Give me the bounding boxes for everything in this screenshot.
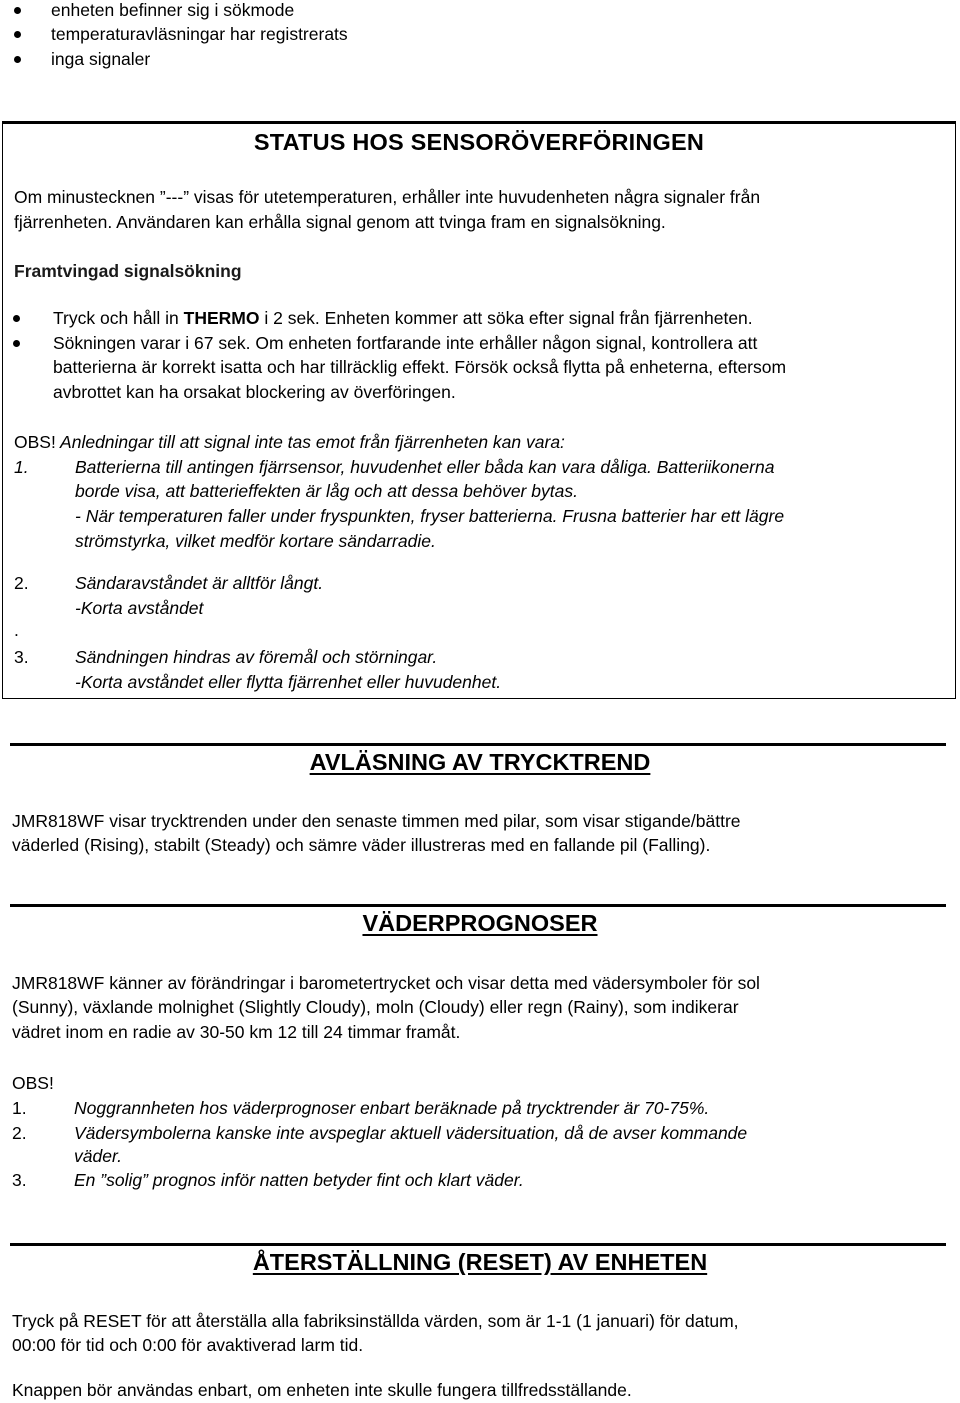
paragraph-line: JMR818WF visar trycktrenden under den senaste timmen med pilar, som visar stigande/bättre	[12, 811, 741, 831]
list-item	[13, 306, 786, 331]
section-divider	[10, 743, 946, 746]
list-item-line: Noggrannheten hos väderprognoser enbart beräknade på trycktrender är 70-75%.	[74, 1098, 710, 1118]
paragraph-line: (Sunny), växlande molnighet (Slightly Cloudy), moln (Cloudy) eller regn (Rainy), som indikerar	[12, 997, 739, 1017]
list-number: 3.	[12, 1170, 27, 1190]
note-text: Anledningar till att signal inte tas emot från fjärrenheten kan vara:	[55, 432, 565, 452]
list-item-text: temperaturavläsningar har registrerats	[51, 24, 348, 44]
subheading: Framtvingad signalsökning	[14, 261, 242, 281]
list-number: 1.	[14, 457, 29, 477]
list-item-line: Batterierna till antingen fjärrsensor, huvudenhet eller båda kan vara dåliga. Batteriikonerna	[75, 457, 775, 477]
note-line	[14, 430, 565, 455]
list-item-line: Vädersymbolerna kanske inte avspeglar aktuell vädersituation, då de avser kommande	[74, 1123, 748, 1143]
section-title: AVLÄSNING AV TRYCKTREND	[309, 749, 651, 775]
list-number: 1.	[12, 1098, 27, 1118]
paragraph-line: 00:00 för tid och 0:00 för avaktiverad larm tid.	[12, 1335, 364, 1355]
text-run: i 2 sek. Enheten kommer att söka efter signal från fjärrenheten.	[259, 308, 753, 328]
list-item-line: Sändningen hindras av föremål och störningar.	[75, 647, 438, 667]
list-item-text: enheten befinner sig i sökmode	[51, 0, 295, 20]
list-item-text: inga signaler	[51, 49, 151, 69]
stray-dot: .	[14, 620, 19, 640]
sensor-transmission-box	[2, 121, 956, 699]
note-label: OBS!	[12, 1073, 54, 1093]
list-item-line: borde visa, att batterieffekten är låg och att dessa behöver bytas.	[75, 481, 578, 501]
paragraph-line: fjärrenheten. Användaren kan erhålla signal genom att tvinga fram en signalsökning.	[14, 212, 666, 232]
list-item-line: väder.	[74, 1146, 122, 1166]
bullet-icon	[14, 56, 21, 63]
list-item-line: strömstyrka, vilket medför kortare sändarradie.	[75, 531, 436, 551]
list-item	[13, 331, 786, 405]
button-name-thermo: THERMO	[183, 308, 260, 328]
section-title: STATUS HOS SENSORÖVERFÖRINGEN	[253, 129, 705, 155]
list-item-line: -Korta avståndet eller flytta fjärrenhet eller huvudenhet.	[75, 672, 502, 692]
paragraph-line: JMR818WF känner av förändringar i barometertrycket och visar detta med vädersymboler för sol	[12, 973, 760, 993]
list-number: 2.	[14, 573, 29, 593]
paragraph-line: Om minustecknen ”---” visas för utetemperaturen, erhåller inte huvudenheten några signaler från	[14, 187, 761, 207]
list-item-line: Sökningen varar i 67 sek. Om enheten fortfarande inte erhåller någon signal, kontrollera att	[53, 332, 758, 353]
note-label: OBS!	[14, 432, 56, 452]
section-title: ÅTERSTÄLLNING (RESET) AV ENHETEN	[252, 1249, 708, 1275]
list-item-line: -Korta avståndet	[75, 598, 204, 618]
list-item-line: avbrottet kan ha orsakat blockering av överföringen.	[53, 381, 456, 402]
paragraph-line: vädret inom en radie av 30-50 km 12 till 24 timmar framåt.	[12, 1022, 461, 1042]
section-divider	[10, 904, 946, 907]
section-divider	[10, 1243, 946, 1246]
paragraph-line: Tryck på RESET för att återställa alla fabriksinställda värden, som är 1-1 (1 januari) för datum,	[12, 1311, 739, 1331]
paragraph-line: Knappen bör användas enbart, om enheten inte skulle fungera tillfredsställande.	[12, 1380, 632, 1400]
list-item-line: - När temperaturen faller under fryspunkten, fryser batterierna. Frusna batterier har ett lägre	[75, 506, 785, 526]
text-run: Tryck och håll in	[53, 308, 184, 328]
bullet-icon	[14, 31, 21, 38]
paragraph-line: väderled (Rising), stabilt (Steady) och sämre väder illustreras med en fallande pil (Falling).	[12, 835, 711, 855]
list-item-line: batterierna är korrekt isatta och har tillräcklig effekt. Försök också flytta på enheterna, eftersom	[53, 357, 787, 377]
section-title: VÄDERPROGNOSER	[362, 910, 598, 936]
list-item-text	[13, 306, 786, 331]
bullet-list	[13, 306, 786, 404]
list-number: 2.	[12, 1123, 27, 1143]
bullet-icon	[14, 7, 21, 14]
bullet-icon	[13, 315, 20, 322]
list-number: 3.	[14, 647, 29, 667]
list-item-line: Sändaravståndet är alltför långt.	[75, 573, 324, 593]
bullet-icon	[13, 340, 20, 347]
list-item-line: En ”solig” prognos inför natten betyder fint och klart väder.	[74, 1170, 524, 1190]
